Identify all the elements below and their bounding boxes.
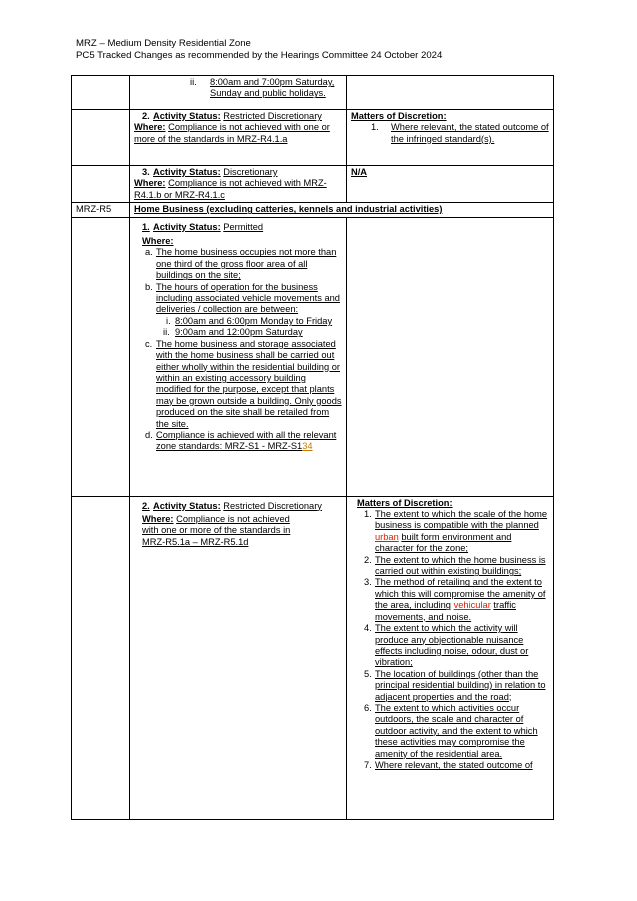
list-item-number: 1. [364, 509, 372, 520]
activity-status-value: Restricted Discretionary [223, 111, 322, 121]
sub-list-item [166, 315, 342, 327]
rule-code-cell [72, 110, 130, 166]
table-row [72, 110, 554, 166]
page-header [76, 38, 442, 61]
header-zone-title: MRZ – Medium Density Residential Zone [76, 38, 251, 49]
activity-status-label: Activity Status: [153, 167, 221, 177]
sub-list-item-text: 8:00am and 6:00pm Monday to Friday [175, 315, 333, 326]
sub-list-item-text: 9:00am and 12:00pm Saturday [175, 327, 303, 338]
list-item-text: Compliance is achieved with all the relevant zone standards: MRZ-S1 - MRZ-S1 [156, 429, 337, 452]
list-item [364, 668, 549, 703]
rules-table [71, 75, 554, 820]
list-item [145, 338, 342, 430]
table-row [72, 76, 554, 110]
activity-status-label: Activity Status: [153, 221, 221, 232]
list-item-number: 5. [364, 668, 372, 679]
list-item-text: The extent to which activities occur outdoors, the scale and character of outdoor activity, and the extent to which these activities may compromise the amenity of the residential area. [375, 702, 538, 759]
list-item-number: 7. [364, 759, 372, 770]
rule-code-cell [72, 217, 130, 496]
sub-list-item-number: i. [166, 315, 171, 326]
item-number: 2. [142, 111, 150, 121]
tracked-insertion: 34 [302, 441, 313, 452]
where-label: Where: [142, 514, 174, 525]
matter-number: 1. [371, 122, 379, 133]
where-text: Compliance is not achieved with one or more of the standards in MRZ-R5.1a – MRZ-R5.1d [142, 514, 291, 547]
sub-item-text: 8:00am and 7:00pm Saturday, Sunday and public holidays. [210, 77, 335, 99]
activity-status-cell [130, 496, 347, 819]
list-item-number: d. [145, 429, 153, 440]
rule-code-cell: MRZ-R5 [72, 203, 130, 217]
sub-list-item-number: ii. [163, 327, 170, 338]
list-item [364, 577, 549, 623]
list-item-text: The method of retailing and the extent to which this will compromise the amenity of the area, including [375, 577, 546, 611]
table-row [72, 166, 554, 203]
sub-item-number: ii. [190, 77, 197, 87]
rule-code-cell [72, 76, 130, 110]
tracked-insertion: vehicular [453, 600, 491, 611]
list-item [364, 702, 549, 760]
list-item-text: The extent to which the home business is carried out within existing buildings; [375, 554, 546, 577]
table-row [72, 203, 554, 217]
list-item-text: The home business occupies not more than one third of the gross floor area of all buildings on the site; [156, 247, 337, 281]
list-item-text: The location of buildings (other than the principal residential building) in relation to adjacent properties and the road; [375, 668, 546, 702]
activity-status-cell [130, 217, 347, 496]
discretion-cell [347, 217, 554, 496]
list-item-number: 6. [364, 702, 372, 713]
activity-status-value: Discretionary [223, 167, 278, 177]
list-item-text: The hours of operation for the business including associated vehicle movements and deliveries / collection are between: [156, 281, 340, 315]
discretion-cell [347, 166, 554, 203]
list-item-number: 2. [364, 554, 372, 565]
activity-status-value: Permitted [223, 221, 264, 232]
where-label: Where: [142, 236, 174, 247]
tracked-deletion: urban [375, 531, 399, 542]
list-item [364, 759, 549, 771]
list-item-text: The extent to which the scale of the home business is compatible with the planned [375, 509, 548, 531]
table-row [72, 217, 554, 496]
where-label: Where: [134, 122, 166, 133]
item-number: 3. [142, 167, 150, 177]
list-item-text-cont: built form environment and character for the zone; [375, 531, 512, 554]
rule-code-cell [72, 496, 130, 819]
list-item [364, 623, 549, 669]
where-text: Compliance is not achieved with one or more of the standards in MRZ-R4.1.a [134, 122, 330, 144]
not-applicable-text: N/A [351, 167, 368, 177]
list-item [145, 281, 342, 339]
rule-code-cell [72, 166, 130, 203]
header-subtitle: PC5 Tracked Changes as recommended by the Hearings Committee 24 October 2024 [76, 49, 443, 61]
list-item-number: 4. [364, 623, 372, 634]
list-item-number: 3. [364, 577, 372, 588]
list-item-number: c. [145, 338, 153, 349]
list-item-text-cont: traffic movements, and noise. [375, 600, 516, 622]
activity-status-label: Activity Status: [153, 111, 221, 121]
list-item-text: The extent to which the activity will produce any objectionable nuisance effects including noise, odour, dust or vibration; [375, 623, 529, 668]
discretion-cell [347, 496, 554, 819]
rule-title: Home Business (excluding catteries, kennels and industrial activities) [130, 203, 554, 217]
item-number: 1. [142, 221, 150, 232]
table-row [72, 496, 554, 819]
list-item-number: b. [145, 281, 153, 292]
item-number: 2. [142, 500, 150, 511]
discretion-cell [347, 76, 554, 110]
list-item [364, 509, 549, 555]
sub-list-item [163, 327, 342, 338]
matters-of-discretion-title: Matters of Discretion: [357, 497, 453, 508]
matters-of-discretion-title: Matters of Discretion: [351, 111, 447, 121]
list-item-text: Where relevant, the stated outcome of [375, 759, 533, 770]
where-text: Compliance is not achieved with MRZ-R4.1.b or MRZ-R4.1.c [134, 178, 327, 200]
activity-status-cell [130, 110, 347, 166]
activity-status-value: Restricted Discretionary [223, 500, 322, 511]
list-item-number: a. [145, 247, 153, 258]
list-item [364, 554, 549, 578]
activity-status-label: Activity Status: [153, 500, 221, 511]
list-item [145, 429, 342, 453]
activity-status-cell [130, 166, 347, 203]
list-item-text: The home business and storage associated with the home business shall be carried out either wholly within the residential building or within an existing accessory building modified for the purpose, except that plants may be grown outside a building. Only goods produced on the site shall be retailed from the site. [156, 338, 342, 429]
matter-text: Where relevant, the stated outcome of the infringed standard(s). [391, 122, 549, 144]
discretion-cell [347, 110, 554, 166]
activity-status-cell [130, 76, 347, 110]
where-label: Where: [134, 178, 166, 189]
list-item [145, 247, 342, 281]
